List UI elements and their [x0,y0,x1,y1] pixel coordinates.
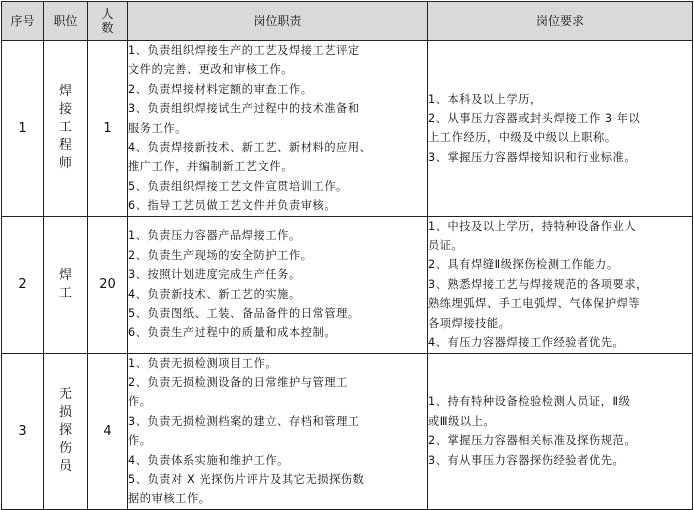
table-row [2,353,693,509]
duty-line: 1、负责压力容器产品焊接工作。 [128,229,301,243]
duty-line: 5、负责组织焊接工艺文件宣贯培训工作。 [128,179,348,193]
row-count: 20 [88,216,128,353]
row-position-label: 焊工 [58,267,72,301]
duty-line: 1、负责无损检测项目工作。 [128,356,278,370]
row-requirements [428,216,693,353]
requirement-line: 各项焊接技能。 [428,316,511,330]
requirement-line: 员证。 [428,239,464,253]
duty-line: 文件的完善、更改和审核工作。 [128,63,294,77]
duty-line: 4、负责体系实施和维护工作。 [128,453,289,467]
duty-line: 6、负责生产过程中的质量和成本控制。 [128,326,337,340]
requirement-line: 4、有压力容器焊接工作经验者优先。 [428,336,625,350]
row-position-label: 无损探伤员 [58,387,72,475]
row-duties [128,353,428,509]
header-row [2,2,693,41]
requirement-line: 1、持有特种设备检验检测人员证，Ⅱ级 [428,395,631,409]
header-count [88,2,128,41]
requirement-line: 2、掌握压力容器相关标准及探伤规范。 [428,434,637,448]
requirement-line: 2、具有焊缝Ⅱ级探伤检测工作能力。 [428,258,619,272]
header-seq: 序号 [2,2,44,41]
duty-line: 2、负责焊接材料定额的审查工作。 [128,82,313,96]
requirement-line: 3、有从事压力容器探伤经验者优先。 [428,453,625,467]
row-count: 1 [88,41,128,217]
requirement-line: 上工作经历，中级及中级以上职称。 [428,131,617,145]
duty-line: 据的审核工作。 [128,492,211,506]
duty-line: 作。 [128,434,152,448]
row-seq: 2 [2,216,44,353]
duty-line: 6、指导工艺员做工艺文件并负责审核。 [128,199,337,213]
header-requirements: 岗位要求 [428,2,693,41]
job-positions-table [1,1,693,510]
row-count: 4 [88,353,128,509]
duty-line: 2、负责生产现场的安全防护工作。 [128,248,313,262]
row-position [44,216,88,353]
requirement-line: 或Ⅲ级以上。 [428,414,496,428]
row-position-label: 焊接工程师 [58,84,72,172]
table-row [2,41,693,217]
header-count-label: 人数 [101,6,114,35]
duty-line: 3、按照计划进度完成生产任务。 [128,268,301,282]
row-duties [128,216,428,353]
duty-line: 5、负责对 X 光探伤片评片及其它无损探伤数 [128,472,365,486]
duty-line: 3、负责无损检测档案的建立、存档和管理工 [128,414,360,428]
duty-line: 推广工作，并编制新工艺文件。 [128,160,294,174]
duty-line: 5、负责图纸、工装、备品备件的日常管理。 [128,306,360,320]
row-duties [128,41,428,217]
requirement-line: 2、从事压力容器或封头焊接工作 3 年以 [428,111,641,125]
row-position [44,41,88,217]
requirement-line: 3、熟悉焊接工艺与焊接规范的各项要求， [428,277,648,291]
duty-line: 2、负责无损检测设备的日常维护与管理工 [128,375,348,389]
duty-line: 4、负责新技术、新工艺的实施。 [128,287,301,301]
row-position [44,353,88,509]
header-duties: 岗位职责 [128,2,428,41]
row-seq: 1 [2,41,44,217]
row-requirements [428,41,693,217]
duty-line: 1、负责组织焊接生产的工艺及焊接工艺评定 [128,44,360,57]
requirement-line: 1、本科及以上学历， [428,92,542,106]
duty-line: 服务工作。 [128,121,187,135]
requirement-line: 3、掌握压力容器焊接知识和行业标准。 [428,150,637,164]
header-position: 职位 [44,2,88,41]
row-requirements [428,353,693,509]
duty-line: 4、负责焊接新技术、新工艺、新材料的应用、 [128,141,372,155]
requirement-line: 1、中技及以上学历，持特种设备作业人 [428,219,637,233]
row-seq: 3 [2,353,44,509]
duty-line: 作。 [128,395,152,409]
duty-line: 3、负责组织焊接试生产过程中的技术准备和 [128,102,360,116]
table-row [2,216,693,353]
requirement-line: 熟练埋弧焊、手工电弧焊、气体保护焊等 [428,297,641,311]
